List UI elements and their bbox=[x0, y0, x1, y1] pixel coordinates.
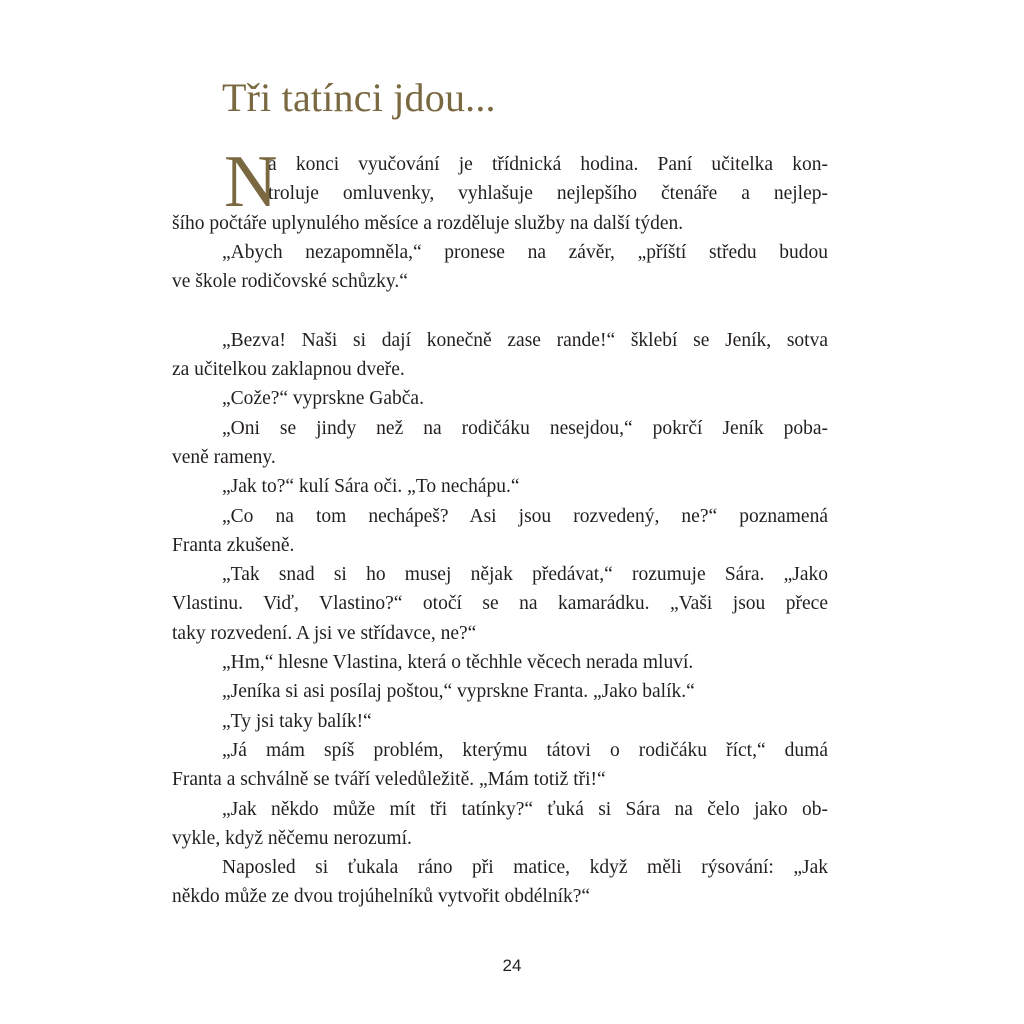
text-line: ve škole rodičovské schůzky.“ bbox=[172, 271, 408, 293]
text-line: „Já mám spíš problém, kterýmu tátovi o rodičáku říct,“ dumá bbox=[222, 739, 828, 761]
body-text bbox=[172, 141, 828, 912]
text-line: „Cože?“ vyprskne Gabča. bbox=[222, 388, 424, 410]
text-line: Naposled si ťukala ráno při matice, když měli rýsování: „Jak bbox=[222, 857, 828, 879]
text-line: šího počtáře uplynulého měsíce a rozděluje služby na další týden. bbox=[172, 212, 684, 234]
text-line: „Co na tom nechápeš? Asi jsou rozvedený, ne?“ poznamená bbox=[222, 505, 828, 527]
text-line: troluje omluvenky, vyhlašuje nejlepšího čtenáře a nejlep- bbox=[268, 183, 828, 205]
chapter-title: Tři tatínci jdou... bbox=[222, 75, 496, 120]
page-number: 24 bbox=[502, 956, 522, 975]
drop-cap: N bbox=[224, 141, 278, 223]
text-line: vykle, když něčemu nerozumí. bbox=[172, 827, 412, 849]
text-line: „Oni se jindy než na rodičáku nesejdou,“ pokrčí Jeník poba- bbox=[222, 417, 828, 439]
text-line: „Abych nezapomněla,“ pronese na závěr, „příští středu budou bbox=[222, 241, 828, 263]
text-line: „Jak to?“ kulí Sára oči. „To nechápu.“ bbox=[222, 476, 520, 498]
section-break bbox=[172, 296, 828, 325]
text-line: „Jeníka si asi posílaj poštou,“ vyprskne Franta. „Jako balík.“ bbox=[222, 681, 695, 703]
text-line: „Hm,“ hlesne Vlastina, která o těchhle věcech nerada mluví. bbox=[222, 652, 694, 674]
text-line: taky rozvedení. A jsi ve střídavce, ne?“ bbox=[172, 622, 477, 644]
text-line: „Bezva! Naši si dají konečně zase rande!“ šklebí se Jeník, sotva bbox=[222, 329, 828, 351]
text-line: za učitelkou zaklapnou dveře. bbox=[172, 359, 405, 381]
text-line: „Tak snad si ho musej nějak předávat,“ rozumuje Sára. „Jako bbox=[222, 564, 828, 586]
text-line: Franta a schválně se tváří veledůležitě. „Mám totiž tři!“ bbox=[172, 769, 606, 791]
text-line: a konci vyučování je třídnická hodina. Paní učitelka kon- bbox=[268, 154, 828, 175]
text-line: „Ty jsi taky balík!“ bbox=[222, 710, 372, 732]
text-line: někdo může ze dvou trojúhelníků vytvořit obdélník?“ bbox=[172, 886, 591, 908]
text-line: veně rameny. bbox=[172, 446, 276, 468]
text-line: „Jak někdo může mít tři tatínky?“ ťuká si Sára na čelo jako ob- bbox=[222, 798, 828, 820]
text-line: Vlastinu. Viď, Vlastino?“ otočí se na kamarádku. „Vaši jsou přece bbox=[172, 593, 828, 615]
text-line: Franta zkušeně. bbox=[172, 534, 295, 556]
